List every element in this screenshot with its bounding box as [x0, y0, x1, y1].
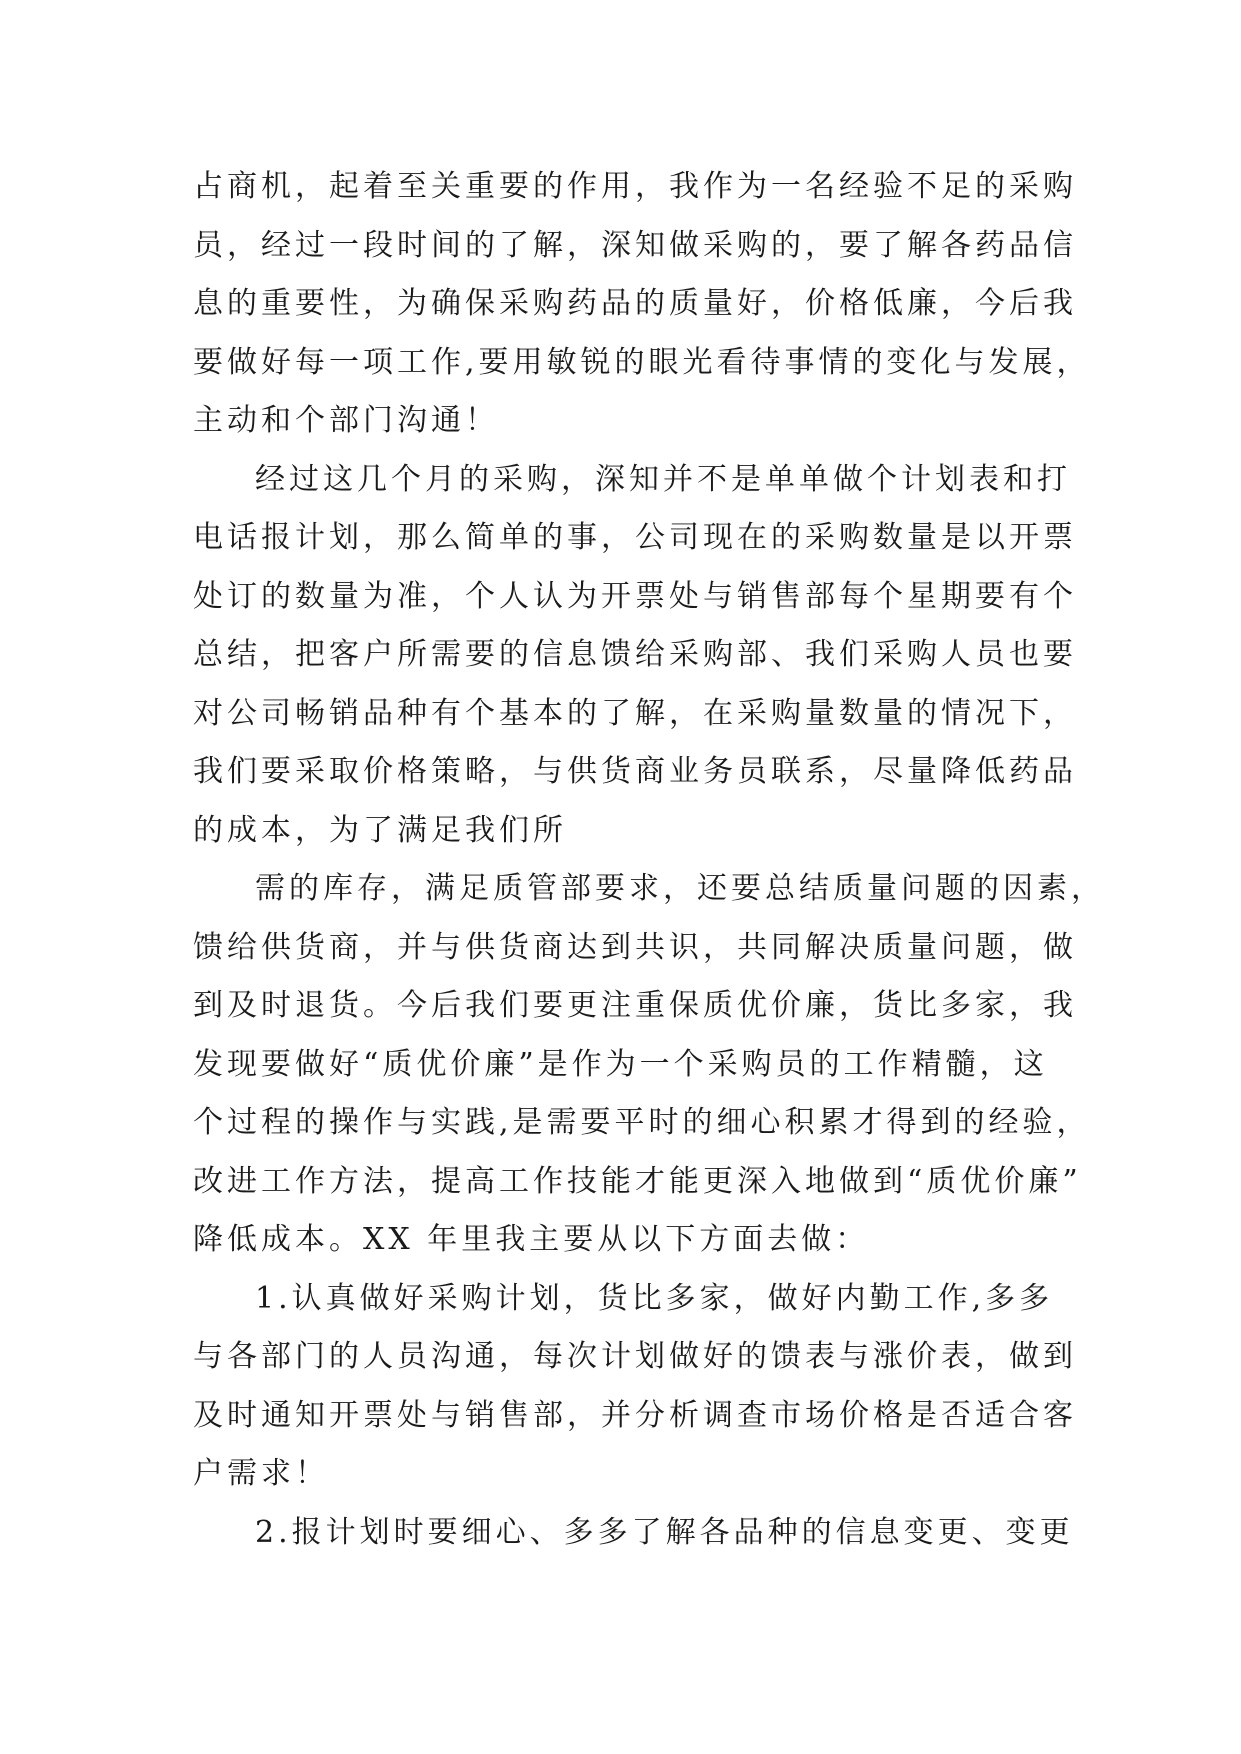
text-line: 主动和个部门沟通！: [193, 403, 499, 438]
text-line: 及时通知开票处与销售部，并分析调查市场价格是否适合客: [193, 1397, 1077, 1433]
text-line: 对公司畅销品种有个基本的了解，在采购量数量的情况下，: [193, 695, 1077, 731]
text-line: 改进工作方法，提高工作技能才能更深入地做到“质优价廉”: [193, 1163, 1082, 1199]
list-item-first-line: 1.认真做好采购计划，货比多家，做好内勤工作,多多: [255, 1280, 1054, 1316]
text-line: 馈给供货商，并与供货商达到共识，共同解决质量问题，做: [193, 929, 1077, 965]
text-line: 降低成本。XX 年里我主要从以下方面去做：: [193, 1222, 870, 1257]
text-line: 我们要采取价格策略，与供货商业务员联系，尽量降低药品: [193, 754, 1077, 789]
text-line: 占商机，起着至关重要的作用，我作为一名经验不足的采购: [193, 169, 1077, 204]
text-line: 息的重要性，为确保采购药品的质量好，价格低廉，今后我: [193, 286, 1077, 321]
text-line: 到及时退货。今后我们要更注重保质优价廉，货比多家，我: [193, 988, 1077, 1023]
text-line: 与各部门的人员沟通，每次计划做好的馈表与涨价表，做到: [193, 1339, 1077, 1374]
text-line: 个过程的操作与实践,是需要平时的细心积累才得到的经验，: [193, 1105, 1091, 1140]
paragraph-first-line: 需的库存，满足质管部要求，还要总结质量问题的因素，: [255, 871, 1105, 906]
text-line: 发现要做好“质优价廉”是作为一个采购员的工作精髓，这: [193, 1046, 1048, 1082]
text-line: 总结，把客户所需要的信息馈给采购部、我们采购人员也要: [193, 637, 1077, 672]
body-text: [193, 158, 1105, 1562]
text-line: 电话报计划，那么简单的事，公司现在的采购数量是以开票: [193, 520, 1077, 555]
text-line: 处订的数量为准，个人认为开票处与销售部每个星期要有个: [193, 578, 1077, 614]
text-line: 的成本，为了满足我们所: [193, 812, 567, 848]
list-item-first-line: 2.报计划时要细心、多多了解各品种的信息变更、变更: [255, 1514, 1074, 1550]
text-line: 要做好每一项工作,要用敏锐的眼光看待事情的变化与发展，: [193, 344, 1091, 380]
text-line: 员，经过一段时间的了解，深知做采购的，要了解各药品信: [193, 227, 1077, 263]
paragraph-first-line: 经过这几个月的采购，深知并不是单单做个计划表和打: [255, 461, 1071, 497]
text-line: 户需求！: [193, 1456, 329, 1491]
